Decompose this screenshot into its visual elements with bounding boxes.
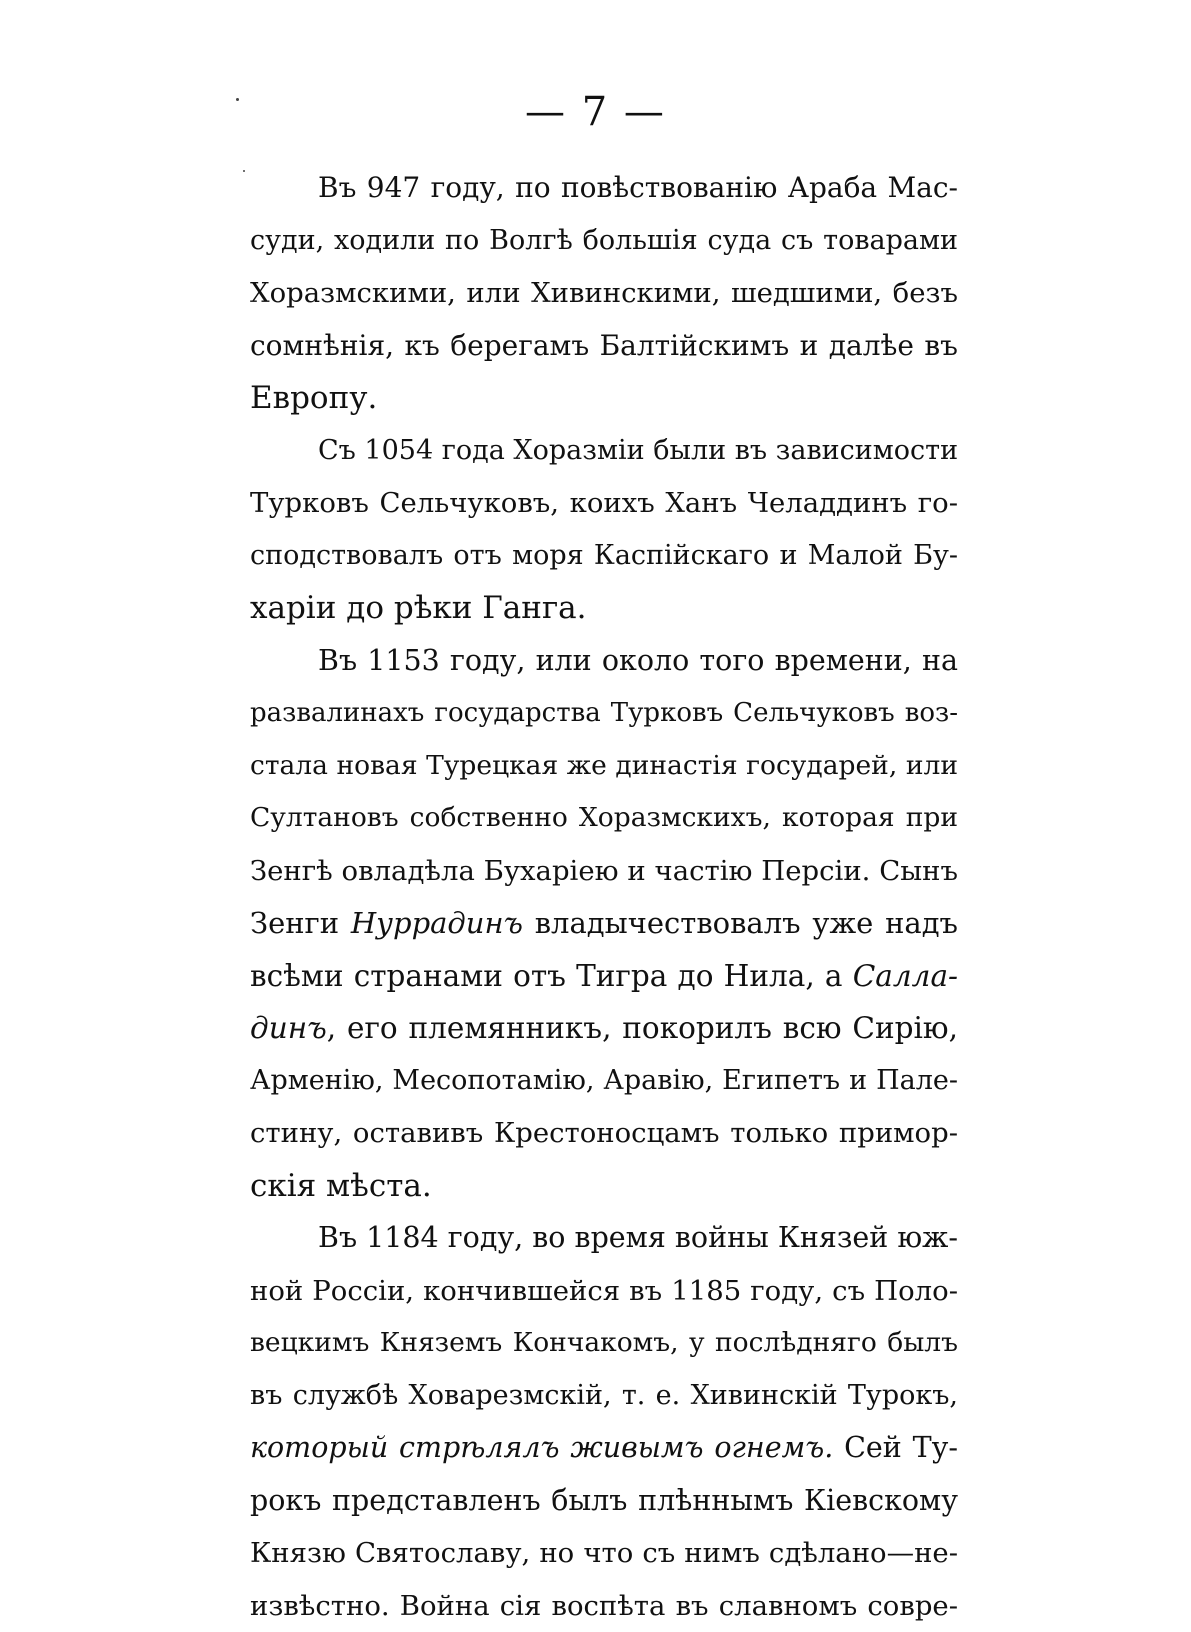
paragraph-3-line: Зенгѣ овладѣла Бухаріею и частію Персіи. Сынъ [250, 845, 958, 898]
paragraph-3-line: Въ 1153 году, или около того времени, на [250, 635, 958, 688]
italic-name-nurradin: Нуррадинъ [351, 906, 523, 940]
paragraph-4-line: извѣстно. Война сія воспѣта въ славномъ совре- [250, 1580, 958, 1632]
paragraph-4-line: ной Россіи, кончившейся въ 1185 году, съ Поло- [250, 1265, 958, 1318]
paragraph-3-line: скія мѣста. [250, 1160, 958, 1213]
paragraph-3-line [250, 897, 958, 950]
paragraph-1-line: сомнѣнія, къ берегамъ Балтійскимъ и далѣе въ [250, 320, 958, 373]
page-number: — 7 — [0, 88, 1191, 136]
italic-name-salladin: Салла- [853, 959, 958, 993]
paragraph-3-line: стину, оставивъ Крестоносцамъ только примор- [250, 1107, 958, 1160]
paragraph-3-line: развалинахъ государства Турковъ Сельчуковъ воз- [250, 687, 958, 740]
paragraph-2-line: харіи до рѣки Ганга. [250, 582, 958, 635]
line-text: Сей Ту- [844, 1431, 958, 1464]
line-text: владычествовалъ уже надъ [535, 906, 958, 940]
paragraph-2-line: Съ 1054 года Хоразміи были въ зависимости [250, 425, 958, 478]
italic-name-salladin-end: динъ [250, 1011, 327, 1045]
paragraph-4-line: рокъ представленъ былъ плѣннымъ Кіевскому [250, 1475, 958, 1528]
body-text [250, 162, 958, 1632]
paragraph-1-line: Хоразмскими, или Хивинскими, шедшими, безъ [250, 267, 958, 320]
italic-phrase-living-fire: который стрѣлялъ живымъ огнемъ. [250, 1431, 833, 1464]
paragraph-2-line: Турковъ Сельчуковъ, коихъ Ханъ Челаддинъ го- [250, 477, 958, 530]
paragraph-3-line: стала новая Турецкая же династія государей, или [250, 740, 958, 793]
paragraph-2-line: сподствовалъ отъ моря Каспійскаго и Малой Бу- [250, 530, 958, 583]
paragraph-4-line: въ службѣ Ховарезмскій, т. е. Хивинскій Турокъ, [250, 1370, 958, 1423]
paragraph-4-line [250, 1422, 958, 1475]
paragraph-4-line: Князю Святославу, но что съ нимъ сдѣлано—не- [250, 1527, 958, 1580]
paragraph-3-line [250, 1002, 958, 1055]
paragraph-1-line: Въ 947 году, по повѣствованію Араба Мас- [250, 162, 958, 215]
paragraph-3-line: Султановъ собственно Хоразмскихъ, которая при [250, 792, 958, 845]
paragraph-1-line: Европу. [250, 372, 958, 425]
paragraph-1-line: суди, ходили по Волгѣ большія суда съ товарами [250, 215, 958, 268]
paragraph-4-line: Въ 1184 году, во время войны Князей юж- [250, 1212, 958, 1265]
print-speck [243, 170, 245, 172]
line-text: всѣми странами отъ Тигра до Нила, а [250, 959, 843, 993]
paragraph-3-line: Арменію, Месопотамію, Аравію, Египетъ и Пале- [250, 1055, 958, 1108]
paragraph-4-line: вецкимъ Княземъ Кончакомъ, у послѣдняго былъ [250, 1317, 958, 1370]
line-text: , его племянникъ, покорилъ всю Сирію, [327, 1011, 958, 1045]
line-text: Зенги [250, 906, 339, 940]
paragraph-3-line [250, 950, 958, 1003]
